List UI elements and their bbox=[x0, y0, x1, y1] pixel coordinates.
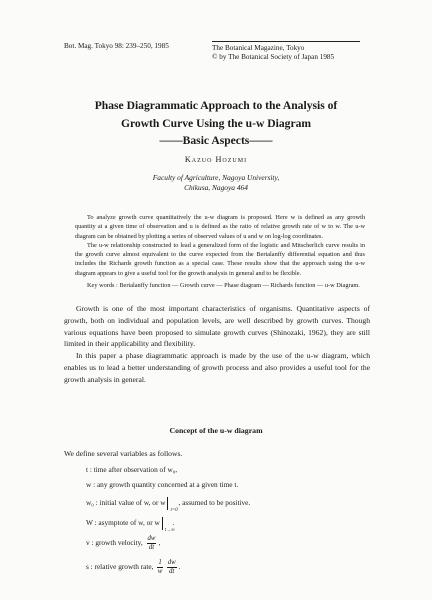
journal-citation: Bot. Mag. Tokyo 98: 239–250, 1985 bbox=[64, 42, 169, 50]
affiliation bbox=[0, 173, 432, 192]
eval-subscript: t=0 bbox=[170, 508, 178, 513]
definitions-intro: We define several variables as follows. bbox=[64, 449, 183, 458]
keywords: Key words : Bertalanffy function — Growth curve — Phase diagram — Richards function — u-w Diagram. bbox=[87, 282, 360, 290]
def-w: w : any growth quantity concerned at a given time t. bbox=[86, 480, 239, 489]
fraction: $\frac{1}{w}$ bbox=[157, 559, 163, 575]
def-W-text: W : asymptote of w, or w bbox=[86, 518, 160, 528]
def-w0 bbox=[86, 497, 251, 513]
publisher-line-1: The Botanical Magazine, Tokyo bbox=[212, 44, 305, 52]
body-text bbox=[64, 303, 370, 386]
publisher-block bbox=[212, 41, 360, 62]
abstract-paragraph-2: The u-w relationship constructed to lead a generalized form of the logistic and Mitscherlich curve results in the growth curve almost equivalent to the curve expected from the Bertalanffy differential equation and thus includes the Richards growth function as a special case. These results show that the approach using the u-w diagram appears to give a useful tool for the growth analysis in general and to be flexible. bbox=[75, 241, 365, 277]
eval-bar bbox=[162, 517, 175, 533]
affiliation-line-1: Faculty of Agriculture, Nagoya University, bbox=[152, 173, 280, 182]
section-heading: Concept of the u-w diagram bbox=[169, 426, 263, 435]
affiliation-line-2: Chikusa, Nagoya 464 bbox=[184, 182, 248, 192]
def-w0-text: w₀ : initial value of w, or w bbox=[86, 498, 166, 508]
abstract bbox=[75, 213, 365, 290]
article-title bbox=[30, 97, 402, 150]
fraction: $\frac{dw}{dt}$ bbox=[167, 559, 176, 575]
body-paragraph-1: Growth is one of the most important characteristics of organisms. Quantitative aspects of growth, both on individual and population levels, are well described by growth curves. Though various equations have been proposed to simulate growth curves (Shinozaki, 1962), they are still limited in their applicability and flexibility. bbox=[64, 304, 370, 349]
def-w0-tail: , assumed to be positive. bbox=[178, 498, 251, 508]
eval-bar bbox=[167, 497, 178, 513]
def-W-tail: . bbox=[172, 518, 175, 528]
title-line-3: ——Basic Aspects—— bbox=[159, 134, 273, 147]
title-line-2: Growth Curve Using the u-w Diagram bbox=[120, 116, 312, 130]
def-s: s : relative growth rate, $\frac{1}{w}$ $\frac{dw}{dt}$ . bbox=[86, 559, 181, 575]
title-line-1: Phase Diagrammatic Approach to the Analysis of bbox=[94, 99, 338, 112]
author-name: Kazuo Hozumi bbox=[184, 155, 248, 164]
eval-subscript: t→∞ bbox=[164, 528, 175, 533]
def-t: t : time after observation of w₀, bbox=[86, 465, 178, 474]
def-v: v : growth velocity, $\frac{dw}{dt}$ , bbox=[86, 535, 161, 551]
def-v-text: v : growth velocity, bbox=[86, 538, 143, 548]
def-W bbox=[86, 517, 175, 533]
def-s-text: s : relative growth rate, bbox=[86, 562, 154, 572]
body-paragraph-2: In this paper a phase diagrammatic approach is made by the use of the u-w diagram, which enables us to lead a better understanding of growth process and also provides a useful tool for the growth analysis in general. bbox=[64, 351, 370, 384]
abstract-paragraph-1: To analyze growth curve quantitatively the u-w diagram is proposed. Here w is defined as any growth quantity at a given time of observation and u is defined as the ratio of relative growth rate of w to w. The u-w diagram can be obtained by plotting a series of observed values of u and w on log-log coordinates. bbox=[75, 214, 365, 240]
publisher-line-2: © by The Botanical Society of Japan 1985 bbox=[212, 53, 335, 61]
fraction: $\frac{dw}{dt}$ bbox=[147, 535, 156, 551]
